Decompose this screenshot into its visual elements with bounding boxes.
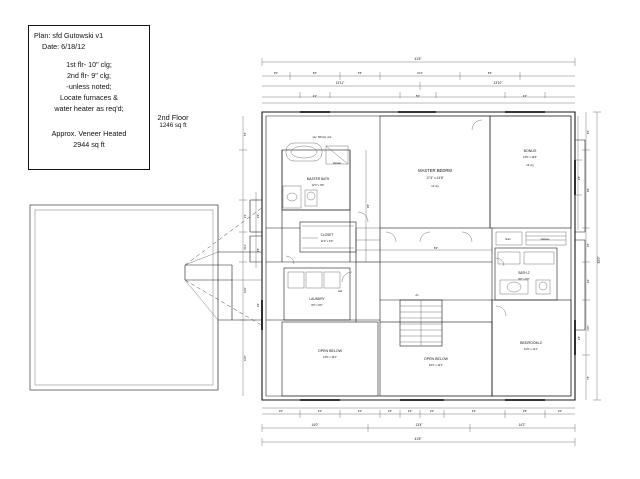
room-size-master-bath: 12'0" x 9'6": [311, 184, 325, 187]
dim-right-5: 7'6": [587, 375, 590, 381]
room-size-bath2: 8'0" x 6'0": [518, 278, 530, 281]
dim-top-4: 8'6": [487, 72, 493, 75]
dim-left-0: 5'2": [244, 131, 247, 137]
room-size-bedroom2: 12'0" x 11'1": [523, 348, 539, 351]
title-block-area-value: 2944 sq ft: [73, 140, 105, 149]
title-block-note-0: 1st flr- 10" clg;: [66, 60, 112, 69]
dim-left-jog-0: 2'4": [257, 213, 260, 219]
dim-bot-2: 14'2": [518, 423, 526, 427]
fixture-label-wic: wic- 5/8 std. unit: [312, 136, 332, 139]
dim-left-1: 2'1": [244, 213, 247, 219]
dim-bot-small-0: 3'0": [278, 410, 284, 413]
dim-top-small-a: 4'0": [312, 95, 318, 98]
room-label-closet: CLOSET: [320, 233, 334, 237]
title-block-note-3: Locate furnaces &: [60, 93, 118, 102]
dim-right-4: 11'0": [587, 325, 590, 331]
dim-bot-small-6: 4'4": [471, 410, 477, 413]
dim-top-small-c: 4'0": [522, 95, 528, 98]
dim-top-0: 9'0": [273, 72, 279, 75]
dim-bot-1: 13'4": [415, 423, 423, 427]
room-size-master-bedrm: 17'4" x 14'6": [426, 176, 444, 180]
stair-direction-label: dn: [415, 294, 419, 297]
room-label-open-below-right: OPEN BELOW: [423, 357, 449, 361]
title-block-plan: Plan: sfd Gutowski v1: [34, 31, 104, 40]
dim-left-2: 2'11": [244, 244, 247, 250]
room-size-open-below-left: 13'5" x 16'1": [322, 356, 338, 359]
room-label-bath2: BATH-2: [518, 271, 530, 275]
room-label-master-bedrm: MASTER BEDRM: [418, 168, 452, 173]
fixture-label-linen: linen: [505, 238, 511, 241]
dim-bot-small-2: 4'0": [357, 410, 363, 413]
dim-right-0: 4'0": [587, 129, 590, 135]
room-size-open-below-right: 19'4" x 13'1": [428, 364, 444, 367]
title-block-note-4: water heater as req'd;: [54, 104, 124, 113]
dimensions-top: [262, 57, 575, 98]
fixture-label-shelves: shelves: [540, 238, 550, 241]
dim-bot-small-5: 2'0": [429, 410, 435, 413]
room-size-closet: 11'0" x 6'0": [320, 240, 334, 243]
dim-right-overall: 35'0": [597, 256, 601, 264]
dim-right-2: 3'0": [587, 242, 590, 248]
floor-label-area: 1246 sq ft: [159, 122, 187, 129]
dim-bot-0: 14'0": [311, 423, 319, 427]
room-note-master-bedrm: 12' clg: [431, 185, 439, 188]
room-label-bedroom2: BEDROOM-2: [520, 341, 542, 345]
dim-bot-small-4: 2'2": [407, 410, 413, 413]
dimensions-right: [574, 112, 601, 400]
dim-left-jog-2: 3'6": [257, 302, 260, 308]
room-label-open-below-left: OPEN BELOW: [317, 349, 343, 353]
dim-interior-0: 6'0": [433, 247, 439, 250]
dim-bot-small-7: 2'8": [522, 410, 528, 413]
floor-label-name: 2nd Floor: [157, 113, 189, 122]
dim-bot-small-3: 2'6": [387, 410, 393, 413]
dim-bot-small-8: 3'0": [557, 410, 563, 413]
dim-top-2: 5'6": [357, 72, 363, 75]
room-label-bonus: BONUS: [523, 149, 537, 153]
dim-top-overall: 41'8": [414, 57, 422, 61]
title-block: [28, 25, 150, 170]
room-label-master-bath: MASTER BATH: [306, 177, 330, 181]
title-block-date: Date: 6/18/12: [42, 42, 86, 51]
sheet-floor-label: [143, 113, 203, 129]
dimensions-bottom: [262, 409, 575, 446]
title-block-note-2: -unless noted;: [66, 82, 112, 91]
dim-right-win-0: 2'8": [578, 175, 581, 181]
dim-top-1: 8'4": [312, 72, 318, 75]
room-size-laundry: 8'0" x 6'6": [311, 304, 323, 307]
dim-interior-1: 3'6": [367, 203, 370, 209]
dim-left-jog-1: 2'6": [257, 247, 260, 253]
dim-right-win-1: 2'8": [578, 335, 581, 341]
room-label-laundry: LAUNDRY: [309, 297, 325, 301]
dim-right-1: 9'6": [587, 187, 590, 193]
lower-left-block: [30, 205, 218, 390]
dim-left-4: 10'6": [244, 355, 247, 361]
room-note-bonus: 16' clg: [526, 164, 534, 167]
dim-top2-1: 13'10": [493, 81, 503, 85]
dim-bot-small-1: 4'0": [317, 410, 323, 413]
room-size-bonus: 13'5" x 19'6": [522, 156, 538, 159]
fixture-label-shower: shower: [332, 162, 342, 165]
title-block-area-label: Approx. Veneer Heated: [51, 129, 127, 138]
dim-top2-0: 13'11": [335, 81, 345, 85]
dimensions-left: [239, 116, 260, 396]
dim-left-3: 10'6": [244, 287, 247, 293]
dim-top-3: 10'4": [417, 72, 423, 75]
title-block-note-1: 2nd flr- 9" clg;: [66, 71, 112, 80]
dim-top-small-b: 5'0": [415, 95, 421, 98]
dim-right-3: 2'0": [587, 278, 590, 284]
exterior-walls: [250, 97, 585, 408]
dim-bot-overall: 41'8": [414, 437, 422, 441]
fixture-label-wd: w/d: [337, 290, 343, 293]
